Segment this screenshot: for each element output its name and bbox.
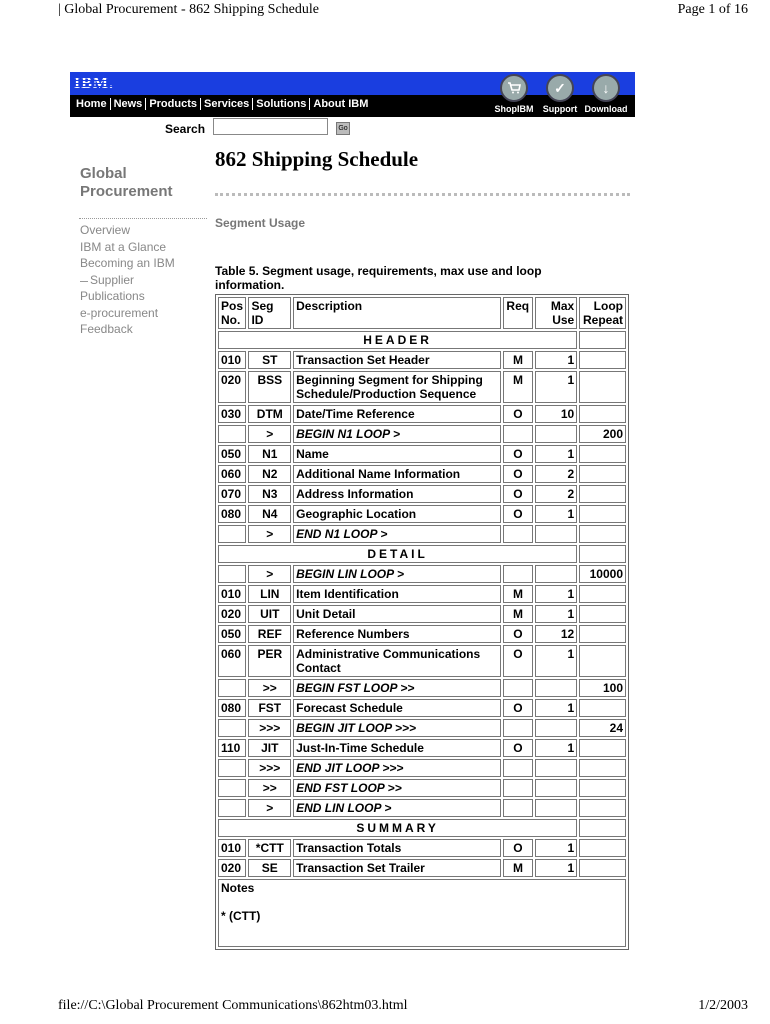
cell-pos: 020 <box>218 371 246 403</box>
title-divider <box>215 193 630 196</box>
sidebar-item-supplier[interactable]: Supplier <box>80 272 175 289</box>
cell-max-use <box>535 759 578 777</box>
cell-pos: 020 <box>218 859 246 877</box>
cell-loop-repeat <box>579 605 626 623</box>
cell-max-use <box>535 425 578 443</box>
cell-description: Geographic Location <box>293 505 501 523</box>
notes-ctt-ref: * (CTT) <box>221 909 261 923</box>
cell-max-use: 1 <box>535 699 578 717</box>
print-header-page: Page 1 of 16 <box>677 2 748 17</box>
cell-req: O <box>503 625 532 643</box>
cell-description: Just-In-Time Schedule <box>293 739 501 757</box>
cell-loop-repeat <box>579 465 626 483</box>
cell-pos: 060 <box>218 465 246 483</box>
cell-description: Item Identification <box>293 585 501 603</box>
cell-pos: 070 <box>218 485 246 503</box>
cell-pos <box>218 425 246 443</box>
table-row <box>218 605 626 623</box>
ibm-logo[interactable]: IBM. <box>74 75 114 92</box>
nav-solutions[interactable]: Solutions <box>253 98 310 110</box>
cart-icon <box>500 74 528 102</box>
cell-req: M <box>503 605 532 623</box>
cell-req <box>503 759 532 777</box>
cell-max-use: 10 <box>535 405 578 423</box>
cell-max-use: 1 <box>535 605 578 623</box>
cell-seg-id: > <box>248 799 291 817</box>
cell-req: O <box>503 839 532 857</box>
cell-req <box>503 565 532 583</box>
cell-description: BEGIN LIN LOOP > <box>293 565 501 583</box>
masthead-icons <box>493 74 627 114</box>
cell-max-use <box>535 679 578 697</box>
download-label: Download <box>584 104 628 114</box>
cell-seg-id: >> <box>248 679 291 697</box>
cell-loop-repeat <box>579 779 626 797</box>
cell-seg-id: >> <box>248 779 291 797</box>
cell-req: O <box>503 699 532 717</box>
cell-loop-repeat <box>579 699 626 717</box>
table-row <box>218 859 626 877</box>
cell-seg-id: REF <box>248 625 291 643</box>
cell-loop-repeat <box>579 585 626 603</box>
cell-seg-id: SE <box>248 859 291 877</box>
cell-seg-id: > <box>248 525 291 543</box>
cell-max-use: 1 <box>535 445 578 463</box>
notes-row <box>218 879 626 947</box>
shopibm-button[interactable] <box>493 74 535 114</box>
cell-description: Reference Numbers <box>293 625 501 643</box>
table-row <box>218 739 626 757</box>
table-row <box>218 485 626 503</box>
cell-loop-repeat <box>579 799 626 817</box>
cell-seg-id: N1 <box>248 445 291 463</box>
cell-req: O <box>503 485 532 503</box>
cell-max-use: 1 <box>535 839 578 857</box>
top-nav <box>74 98 371 110</box>
cell-pos: 050 <box>218 625 246 643</box>
cell-loop-repeat: 100 <box>579 679 626 697</box>
sidebar-item-ibm-at-a-glance[interactable]: IBM at a Glance <box>80 239 167 254</box>
cell-loop-repeat <box>579 625 626 643</box>
cell-loop-repeat: 10000 <box>579 565 626 583</box>
cell-loop-repeat <box>579 485 626 503</box>
cell-max-use: 1 <box>535 585 578 603</box>
cell-max-use: 1 <box>535 505 578 523</box>
cell-max-use: 2 <box>535 465 578 483</box>
cell-pos: 020 <box>218 605 246 623</box>
sidebar-title-line2: Procurement <box>80 183 173 200</box>
cell-req: M <box>503 859 532 877</box>
cell-description: Address Information <box>293 485 501 503</box>
cell-seg-id: JIT <box>248 739 291 757</box>
section-label: DETAIL <box>218 545 577 563</box>
cell-req <box>503 425 532 443</box>
cell-loop-repeat <box>579 445 626 463</box>
section-empty-cell <box>579 819 626 837</box>
checkmark-icon: ✓ <box>546 74 574 102</box>
search-label: Search <box>165 122 206 136</box>
table-row <box>218 405 626 423</box>
table-row <box>218 645 626 677</box>
cell-seg-id: ST <box>248 351 291 369</box>
cell-loop-repeat <box>579 525 626 543</box>
cell-description: END N1 LOOP > <box>293 525 501 543</box>
cell-seg-id: N3 <box>248 485 291 503</box>
cell-seg-id: N4 <box>248 505 291 523</box>
table-caption: Table 5. Segment usage, requirements, max use and loop information. <box>215 264 542 292</box>
cell-max-use <box>535 525 578 543</box>
notes-cell <box>218 879 626 947</box>
cell-max-use: 1 <box>535 645 578 677</box>
cell-loop-repeat: 24 <box>579 719 626 737</box>
section-label: HEADER <box>218 331 577 349</box>
cell-pos <box>218 565 246 583</box>
cell-seg-id: UIT <box>248 605 291 623</box>
table-row <box>218 699 626 717</box>
cell-max-use: 12 <box>535 625 578 643</box>
segment-usage-table <box>215 294 629 950</box>
cell-pos <box>218 759 246 777</box>
table-row <box>218 679 626 697</box>
cell-req <box>503 719 532 737</box>
cell-req: O <box>503 465 532 483</box>
sidebar-title-line1: Global <box>80 165 127 182</box>
download-arrow-icon: ↓ <box>592 74 620 102</box>
nav-about-ibm[interactable]: About IBM <box>313 98 369 110</box>
table-row <box>218 719 626 737</box>
cell-max-use <box>535 779 578 797</box>
download-button[interactable] <box>585 74 627 114</box>
col-header-req: Req <box>503 297 532 329</box>
sidebar-item-becoming-an-ibm[interactable]: Becoming an IBM <box>80 256 175 270</box>
cell-loop-repeat <box>579 739 626 757</box>
cell-seg-id: >>> <box>248 759 291 777</box>
cell-max-use <box>535 799 578 817</box>
search-go-button[interactable]: Go <box>336 122 350 135</box>
sidebar-nav <box>80 222 175 338</box>
cell-seg-id: LIN <box>248 585 291 603</box>
cell-req: O <box>503 505 532 523</box>
table-row <box>218 505 626 523</box>
cell-max-use: 1 <box>535 371 578 403</box>
cell-pos: 030 <box>218 405 246 423</box>
cell-seg-id: *CTT <box>248 839 291 857</box>
table-row <box>218 585 626 603</box>
cell-req <box>503 799 532 817</box>
col-header-description: Description <box>293 297 501 329</box>
print-header-title: | Global Procurement - 862 Shipping Schedule <box>58 2 319 17</box>
cell-pos: 110 <box>218 739 246 757</box>
cell-description: BEGIN N1 LOOP > <box>293 425 501 443</box>
table-row <box>218 839 626 857</box>
cell-pos: 080 <box>218 505 246 523</box>
table-header-row <box>218 297 626 329</box>
support-label: Support <box>542 104 578 114</box>
table-row <box>218 371 626 403</box>
cell-max-use <box>535 565 578 583</box>
cell-description: Transaction Set Trailer <box>293 859 501 877</box>
cell-loop-repeat: 200 <box>579 425 626 443</box>
cell-pos: 010 <box>218 351 246 369</box>
cell-max-use: 1 <box>535 351 578 369</box>
cell-req: M <box>503 351 532 369</box>
cell-max-use: 2 <box>535 485 578 503</box>
sidebar-item-publications[interactable]: Publications <box>80 289 145 303</box>
cell-loop-repeat <box>579 405 626 423</box>
cell-seg-id: BSS <box>248 371 291 403</box>
nav-home[interactable]: Home <box>74 98 111 110</box>
table-row <box>218 799 626 817</box>
cell-pos: 080 <box>218 699 246 717</box>
page-title: 862 Shipping Schedule <box>215 147 419 171</box>
cell-description: BEGIN JIT LOOP >>> <box>293 719 501 737</box>
notes-label: Notes <box>221 881 255 895</box>
cell-description: Name <box>293 445 501 463</box>
cell-description: Unit Detail <box>293 605 501 623</box>
table-body <box>218 331 626 877</box>
cell-pos <box>218 719 246 737</box>
table-row <box>218 625 626 643</box>
sidebar-item-overview[interactable]: Overview <box>80 223 131 237</box>
table-section-row <box>218 331 626 349</box>
cell-description: Transaction Totals <box>293 839 501 857</box>
ibm-masthead <box>70 72 635 117</box>
cell-description: Administrative Communications Contact <box>293 645 501 677</box>
col-header-max-use: Max Use <box>535 297 578 329</box>
cell-description: END LIN LOOP > <box>293 799 501 817</box>
nav-services[interactable]: Services <box>201 98 253 110</box>
section-label: SUMMARY <box>218 819 577 837</box>
segment-table-container <box>215 294 629 958</box>
cell-req: O <box>503 405 532 423</box>
cell-description: BEGIN FST LOOP >> <box>293 679 501 697</box>
cell-seg-id: > <box>248 425 291 443</box>
sidebar-divider <box>79 218 207 219</box>
cell-loop-repeat <box>579 371 626 403</box>
cell-loop-repeat <box>579 351 626 369</box>
cell-max-use <box>535 719 578 737</box>
cell-req: M <box>503 585 532 603</box>
cell-description: END JIT LOOP >>> <box>293 759 501 777</box>
cell-description: Additional Name Information <box>293 465 501 483</box>
table-row <box>218 759 626 777</box>
nav-products[interactable]: Products <box>146 98 201 110</box>
col-header-loop-repeat: Loop Repeat <box>579 297 626 329</box>
cell-description: Date/Time Reference <box>293 405 501 423</box>
section-empty-cell <box>579 545 626 563</box>
cell-seg-id: PER <box>248 645 291 677</box>
cell-pos <box>218 779 246 797</box>
nav-news[interactable]: News <box>111 98 147 110</box>
section-empty-cell <box>579 331 626 349</box>
cell-req <box>503 779 532 797</box>
support-button[interactable] <box>539 74 581 114</box>
cell-loop-repeat <box>579 859 626 877</box>
cell-req: O <box>503 645 532 677</box>
col-header-seg-id: Seg ID <box>248 297 291 329</box>
cell-max-use: 1 <box>535 739 578 757</box>
table-row <box>218 525 626 543</box>
cell-loop-repeat <box>579 839 626 857</box>
sidebar-item-e-procurement[interactable]: e-procurement <box>80 305 159 320</box>
table-row <box>218 779 626 797</box>
sidebar-title <box>80 165 173 201</box>
cell-req <box>503 679 532 697</box>
cell-description: Beginning Segment for Shipping Schedule/Production Sequence <box>293 371 501 403</box>
cell-pos: 010 <box>218 839 246 857</box>
cell-req: O <box>503 739 532 757</box>
table-section-row <box>218 819 626 837</box>
table-row <box>218 351 626 369</box>
cell-description: Forecast Schedule <box>293 699 501 717</box>
cell-req: O <box>503 445 532 463</box>
table-row <box>218 465 626 483</box>
col-header-pos: Pos No. <box>218 297 246 329</box>
cell-seg-id: >>> <box>248 719 291 737</box>
table-section-row <box>218 545 626 563</box>
section-heading: Segment Usage <box>215 216 306 230</box>
cell-seg-id: FST <box>248 699 291 717</box>
table-row <box>218 445 626 463</box>
cell-seg-id: DTM <box>248 405 291 423</box>
sidebar-item-feedback[interactable]: Feedback <box>80 322 133 336</box>
cell-loop-repeat <box>579 759 626 777</box>
cell-max-use: 1 <box>535 859 578 877</box>
cell-loop-repeat <box>579 505 626 523</box>
cell-pos: 050 <box>218 445 246 463</box>
table-row <box>218 425 626 443</box>
cell-req: M <box>503 371 532 403</box>
cell-description: END FST LOOP >> <box>293 779 501 797</box>
shopibm-label: ShopIBM <box>494 104 534 114</box>
cell-req <box>503 525 532 543</box>
cell-pos <box>218 679 246 697</box>
cell-pos: 060 <box>218 645 246 677</box>
table-row <box>218 565 626 583</box>
cell-pos: 010 <box>218 585 246 603</box>
cell-loop-repeat <box>579 645 626 677</box>
print-footer-date: 1/2/2003 <box>698 998 748 1013</box>
cell-seg-id: N2 <box>248 465 291 483</box>
print-footer-path: file://C:\Global Procurement Communications\862htm03.html <box>58 998 408 1013</box>
search-input[interactable] <box>213 118 328 135</box>
cell-seg-id: > <box>248 565 291 583</box>
cell-pos <box>218 525 246 543</box>
cell-description: Transaction Set Header <box>293 351 501 369</box>
cell-pos <box>218 799 246 817</box>
